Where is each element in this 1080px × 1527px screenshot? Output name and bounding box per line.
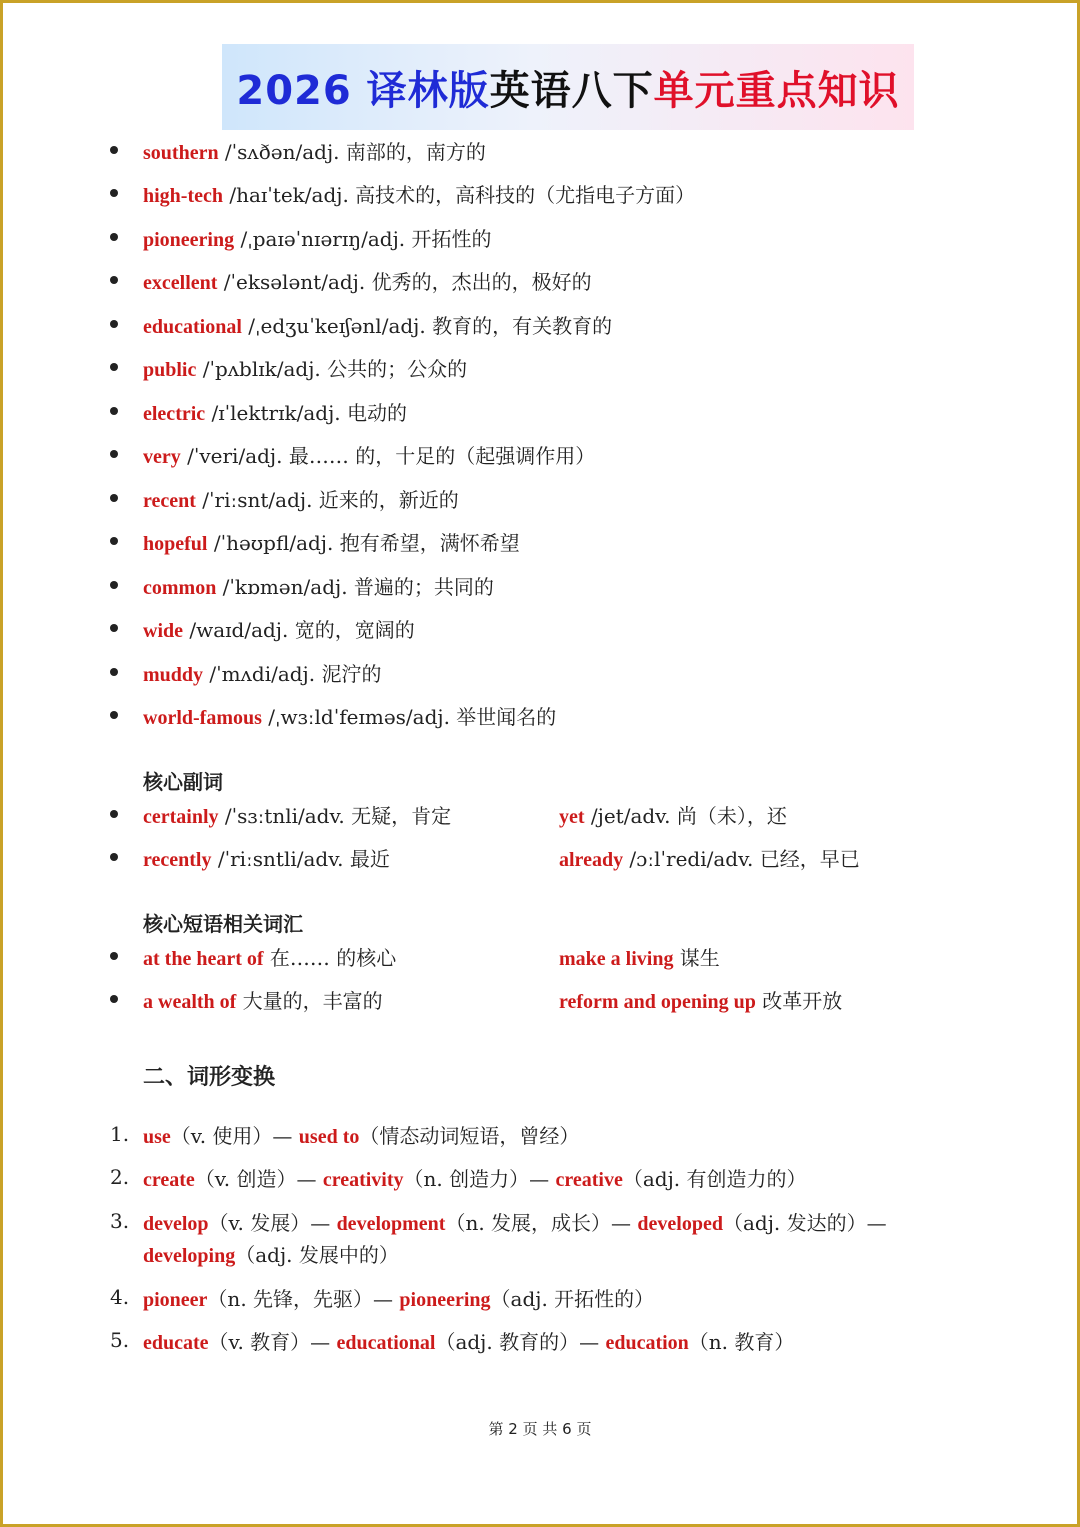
vocab-word: high-tech: [143, 184, 223, 207]
form-gloss: （adj. 教育的）—: [435, 1329, 606, 1354]
phrases-heading: 核心短语相关词汇: [143, 912, 303, 936]
vocab-definition: /ˈhəʊpfl/adj. 抱有希望，满怀希望: [207, 530, 520, 555]
vocab-word: very: [143, 445, 181, 468]
form-word: developing: [143, 1244, 236, 1267]
vocab-text: [143, 136, 486, 165]
form-gloss: （n. 先锋，先驱）—: [207, 1286, 400, 1311]
vocab-left: [143, 800, 451, 829]
vocab-definition: /ˈsɜːtnli/adv. 无疑，肯定: [218, 803, 452, 828]
vocab-word: a wealth of: [143, 990, 237, 1013]
bullet-icon: [110, 233, 118, 241]
vocab-definition: /ˈsʌðən/adj. 南部的，南方的: [218, 139, 486, 164]
item-number: 1.: [110, 1122, 130, 1146]
bullet-icon: [110, 407, 118, 415]
vocab-definition: /ˌpaɪəˈnɪərɪŋ/adj. 开拓性的: [234, 226, 492, 251]
form-word: developed: [637, 1212, 723, 1235]
form-gloss: （adj. 发达的）—: [722, 1210, 887, 1235]
form-word: educate: [143, 1331, 209, 1354]
form-gloss: （v. 教育）—: [208, 1329, 337, 1354]
vocab-word: reform and opening up: [559, 990, 756, 1013]
vocab-definition: 谋生: [673, 945, 720, 970]
vocab-definition: /ɪˈlektrɪk/adj. 电动的: [205, 400, 408, 425]
page-footer: 第 2 页 共 6 页: [488, 1420, 592, 1438]
form-gloss: （adj. 发展中的）: [235, 1242, 399, 1267]
vocab-definition: 大量的，丰富的: [236, 988, 383, 1013]
form-word: education: [605, 1331, 689, 1354]
vocab-word: already: [559, 848, 624, 871]
vocab-definition: /ˈriːsntli/adv. 最近: [211, 846, 390, 871]
form-word: create: [143, 1168, 195, 1191]
vocab-text: [143, 658, 381, 687]
vocab-definition: /haɪˈtek/adj. 高技术的，高科技的（尤指电子方面）: [223, 182, 696, 207]
vocab-definition: /ˌwɜːldˈfeɪməs/adj. 举世闻名的: [261, 704, 557, 729]
form-word: develop: [143, 1212, 209, 1235]
vocab-definition: /ˈmʌdi/adj. 泥泞的: [203, 661, 382, 686]
bullet-icon: [110, 494, 118, 502]
banner-edition: 2026 译林版: [236, 67, 490, 114]
item-number: 4.: [110, 1285, 130, 1309]
form-gloss: （n. 创造力）—: [403, 1166, 556, 1191]
vocab-right: [559, 843, 860, 872]
bullet-icon: [110, 276, 118, 284]
word-form-text: [143, 1326, 794, 1355]
title-banner: [222, 44, 914, 130]
vocab-word: public: [143, 358, 197, 381]
form-gloss: （adj. 开拓性的）: [490, 1286, 655, 1311]
form-gloss: （n. 教育）: [688, 1329, 795, 1354]
vocab-word: at the heart of: [143, 947, 264, 970]
bullet-icon: [110, 668, 118, 676]
word-form-text: [143, 1120, 579, 1149]
vocab-right: [559, 942, 720, 971]
vocab-definition: /ˈkɒmən/adj. 普遍的；共同的: [216, 574, 494, 599]
form-gloss: （adj. 有创造力的）: [622, 1166, 807, 1191]
bullet-icon: [110, 537, 118, 545]
form-word: development: [336, 1212, 446, 1235]
item-number: 2.: [110, 1165, 130, 1189]
vocab-definition: 改革开放: [755, 988, 843, 1013]
vocab-word: electric: [143, 402, 206, 425]
vocab-word: educational: [143, 315, 242, 338]
word-form-text: [143, 1239, 399, 1268]
vocab-definition: 在…… 的核心: [263, 945, 397, 970]
adverbs-heading: 核心副词: [143, 770, 223, 794]
vocab-text: [143, 701, 556, 730]
bullet-icon: [110, 810, 118, 818]
vocab-text: [143, 614, 415, 643]
bullet-icon: [110, 624, 118, 632]
vocab-definition: /ɔːlˈredi/adv. 已经，早已: [623, 846, 860, 871]
bullet-icon: [110, 363, 118, 371]
vocab-word: yet: [559, 805, 585, 828]
form-word: educational: [336, 1331, 436, 1354]
vocab-text: [143, 527, 520, 556]
word-form-text: [143, 1283, 654, 1312]
vocab-text: [143, 397, 407, 426]
banner-grade: 英语八下: [489, 67, 654, 114]
vocab-left: [143, 985, 383, 1014]
vocab-left: [143, 942, 396, 971]
vocab-word: wide: [143, 619, 183, 642]
vocab-definition: /ˌedʒuˈkeɪʃənl/adj. 教育的，有关教育的: [241, 313, 613, 338]
bullet-icon: [110, 853, 118, 861]
vocab-right: [559, 800, 787, 829]
vocab-definition: /waɪd/adj. 宽的，宽阔的: [183, 617, 415, 642]
bullet-icon: [110, 189, 118, 197]
vocab-text: [143, 223, 492, 252]
section-heading: 二、词形变换: [143, 1065, 276, 1090]
bullet-icon: [110, 995, 118, 1003]
vocab-definition: /jet/adv. 尚（未），还: [584, 803, 787, 828]
form-gloss: （情态动词短语，曾经）: [359, 1123, 580, 1148]
form-word: use: [143, 1125, 171, 1148]
vocab-definition: /ˈriːsnt/adj. 近来的，新近的: [195, 487, 459, 512]
form-word: pioneering: [399, 1288, 491, 1311]
vocab-text: [143, 440, 595, 469]
vocab-word: hopeful: [143, 532, 208, 555]
vocab-word: southern: [143, 141, 219, 164]
form-gloss: （n. 发展，成长）—: [445, 1210, 638, 1235]
vocab-word: world-famous: [143, 706, 262, 729]
vocab-text: [143, 484, 459, 513]
vocab-text: [143, 571, 494, 600]
bullet-icon: [110, 711, 118, 719]
vocab-text: [143, 266, 592, 295]
bullet-icon: [110, 146, 118, 154]
banner-topic: 单元重点知识: [653, 67, 900, 114]
form-gloss: （v. 使用）—: [170, 1123, 299, 1148]
vocab-right: [559, 985, 842, 1014]
item-number: 3.: [110, 1209, 130, 1233]
vocab-left: [143, 843, 390, 872]
vocab-definition: /ˈpʌblɪk/adj. 公共的；公众的: [196, 356, 468, 381]
bullet-icon: [110, 581, 118, 589]
vocab-word: excellent: [143, 271, 218, 294]
vocab-word: recently: [143, 848, 212, 871]
word-form-text: [143, 1163, 807, 1192]
vocab-word: muddy: [143, 663, 204, 686]
vocab-word: common: [143, 576, 217, 599]
word-form-text: [143, 1207, 887, 1236]
vocab-word: recent: [143, 489, 196, 512]
form-word: creative: [555, 1168, 623, 1191]
vocab-word: pioneering: [143, 228, 235, 251]
vocab-definition: /ˈeksələnt/adj. 优秀的，杰出的，极好的: [217, 269, 592, 294]
vocab-word: certainly: [143, 805, 219, 828]
vocab-text: [143, 310, 612, 339]
vocab-definition: /ˈveri/adj. 最…… 的，十足的（起强调作用）: [180, 443, 596, 468]
form-gloss: （v. 发展）—: [208, 1210, 337, 1235]
bullet-icon: [110, 952, 118, 960]
bullet-icon: [110, 320, 118, 328]
item-number: 5.: [110, 1328, 130, 1352]
form-word: used to: [298, 1125, 360, 1148]
vocab-word: make a living: [559, 947, 674, 970]
vocab-text: [143, 353, 467, 382]
vocab-text: [143, 179, 695, 208]
bullet-icon: [110, 450, 118, 458]
form-word: creativity: [322, 1168, 404, 1191]
form-gloss: （v. 创造）—: [194, 1166, 323, 1191]
form-word: pioneer: [143, 1288, 208, 1311]
